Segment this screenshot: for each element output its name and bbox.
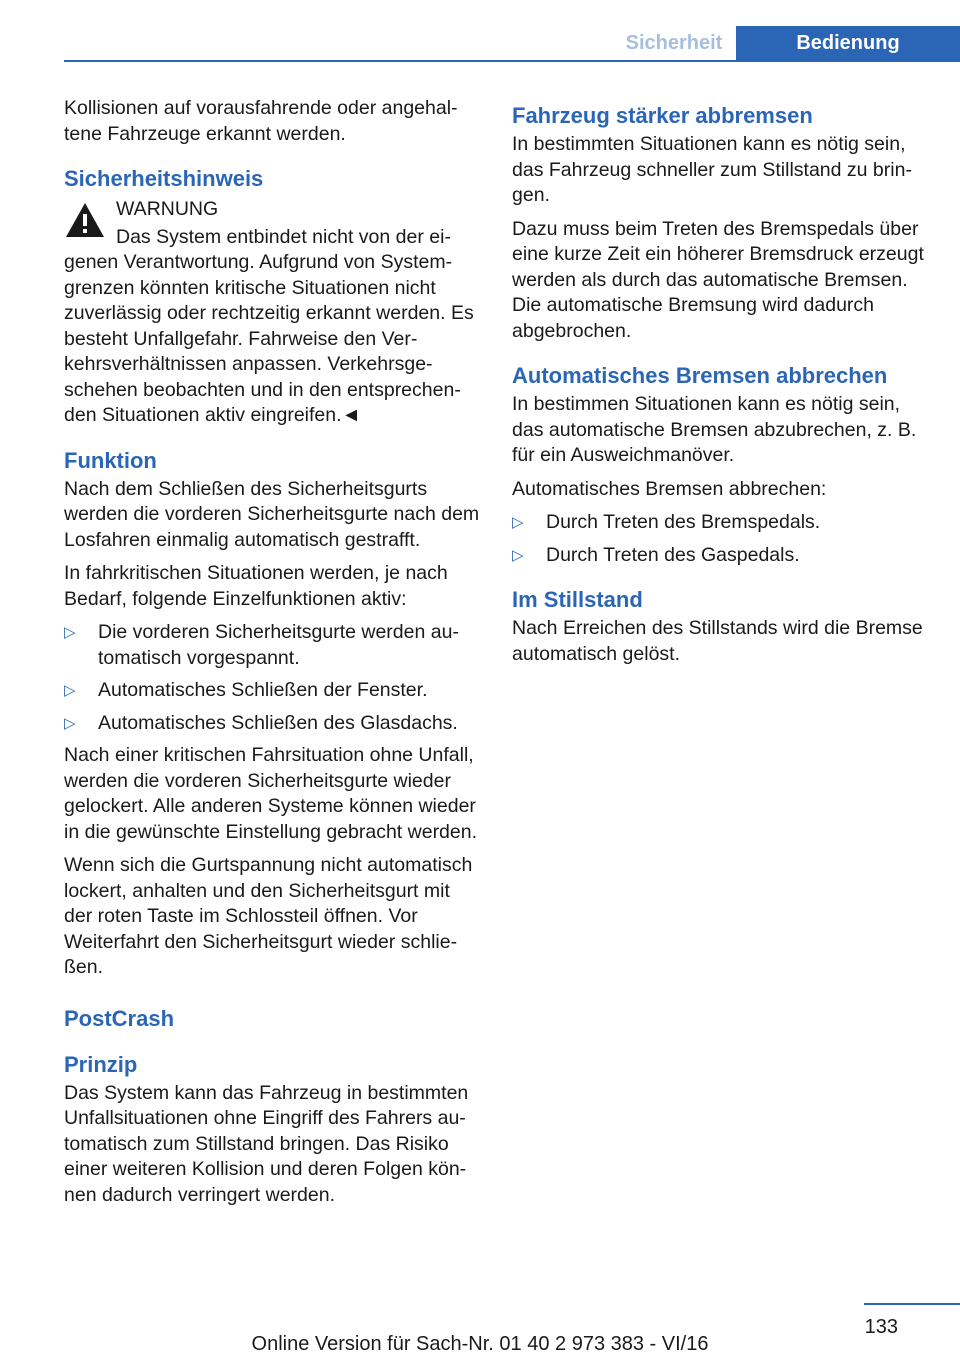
abort-list <box>512 510 932 568</box>
list-item-text: Automatisches Schließen des Glasdachs. <box>98 711 458 734</box>
list-item-text: Die vorderen Sicherheitsgurte werden automatisch vorgespannt. <box>98 621 459 669</box>
warning-title: WARNUNG <box>116 198 219 220</box>
header-tab-bedienung: Bedienung <box>736 26 960 62</box>
funktion-list <box>64 620 480 736</box>
footer-text: Online Version für Sach-Nr. 01 40 2 973 383 - VI/16 <box>251 1333 709 1355</box>
warning-text: Das System entbindet nicht von der eigenen Verantwortung. Aufgrund von Systemgrenzen könnten kritische Situationen nicht zuverlässig oder rechtzeitig erkannt werden. Es besteht Unfallgefahr. Fahrweise den Verkehrsverhältnissen anpassen. Verkehrsgeschehen beobachten und in den entsprechenden Situationen aktiv eingreifen.◄ <box>64 225 474 426</box>
left-column <box>64 96 480 1216</box>
funktion-paragraph-2: In fahrkritischen Situationen werden, je nach Bedarf, folgende Einzelfunktionen aktiv: <box>64 562 448 610</box>
safety-heading: Sicherheitshinweis <box>64 166 264 191</box>
bullet-triangle-icon: ▷ <box>64 682 76 699</box>
funktion-heading: Funktion <box>64 447 157 473</box>
still-heading: Im Stillstand <box>512 587 643 612</box>
list-item <box>512 543 932 569</box>
list-item-text: Automatisches Schließen der Fenster. <box>98 679 428 701</box>
list-item-text: Durch Treten des Gaspedals. <box>546 543 800 566</box>
header-tab-sicherheit: Sicherheit <box>625 32 723 54</box>
footer-rule <box>864 1303 960 1305</box>
intro-paragraph: Kollisionen auf vorausfahrende oder angehaltene Fahrzeuge erkannt werden. <box>64 97 458 145</box>
list-item <box>64 620 480 671</box>
brake-paragraph-2: Dazu muss beim Treten des Bremspedals über eine kurze Zeit ein höherer Bremsdruck erzeugt werden als durch das automatische Bremsen. Die automatische Bremsung wird dadurch abgebrochen. <box>512 217 924 342</box>
list-item <box>64 678 480 704</box>
bullet-triangle-icon: ▷ <box>512 546 524 564</box>
abort-paragraph-1: In bestimmen Situationen kann es nötig sein, das automatische Bremsen abzubrechen, z. B. für ein Ausweichmanöver. <box>512 393 917 466</box>
header-rule <box>64 60 960 62</box>
warning-triangle-icon <box>64 201 106 239</box>
still-paragraph: Nach Erreichen des Stillstands wird die Bremse automatisch gelöst. <box>512 617 923 665</box>
funktion-paragraph-1: Nach dem Schließen des Sicherheitsgurts werden die vorderen Sicherheitsgurte nach dem Losfahren einmalig automatisch gestrafft. <box>64 477 480 551</box>
bullet-triangle-icon: ▷ <box>64 714 76 732</box>
warning-block <box>64 197 480 429</box>
prinzip-paragraph: Das System kann das Fahrzeug in bestimmten Unfallsituationen ohne Eingriff des Fahrers automatisch zum Stillstand bringen. Das Risiko einer weiteren Kollision und deren Folgen können dadurch verringert werden. <box>64 1081 469 1206</box>
list-item-text: Durch Treten des Bremspedals. <box>546 511 821 533</box>
bullet-triangle-icon: ▷ <box>64 624 76 641</box>
abort-heading: Automatisches Bremsen abbrechen <box>512 363 888 388</box>
right-column <box>512 96 932 675</box>
page-number: 133 <box>864 1316 898 1338</box>
brake-paragraph-1: In bestimmten Situationen kann es nötig sein, das Fahrzeug schneller zum Stillstand zu bringen. <box>512 133 912 206</box>
funktion-paragraph-3: Nach einer kritischen Fahrsituation ohne Unfall, werden die vorderen Sicherheitsgurte wieder gelockert. Alle anderen Systeme können wieder in die gewünschte Einstellung gebracht werden. <box>64 744 478 843</box>
bullet-triangle-icon: ▷ <box>512 514 524 531</box>
abort-paragraph-2: Automatisches Bremsen abbrechen: <box>512 477 827 500</box>
funktion-paragraph-4: Wenn sich die Gurtspannung nicht automatisch lockert, anhalten und den Sicherheitsgurt mit der roten Taste im Schlossteil öffnen. Vor Weiterfahrt den Sicherheitsgurt wieder schließen. <box>64 854 473 978</box>
postcrash-heading: PostCrash <box>64 1005 175 1031</box>
brake-heading: Fahrzeug stärker abbremsen <box>512 103 813 128</box>
list-item <box>64 711 480 737</box>
list-item <box>512 510 932 536</box>
prinzip-heading: Prinzip <box>64 1051 138 1077</box>
